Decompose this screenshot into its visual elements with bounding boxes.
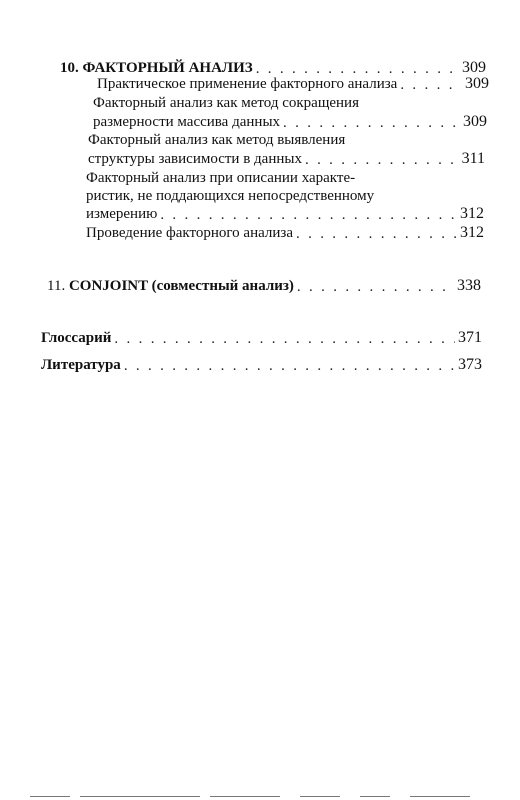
toc-item-10-4-page: 312 — [460, 205, 484, 222]
scan-edge-line — [30, 796, 70, 797]
toc-item-10-3-page: 311 — [461, 150, 485, 167]
toc-leader-dots — [296, 226, 457, 242]
toc-item-10-5-title: Проведение факторного анализа — [86, 225, 293, 241]
toc-chapter-11[interactable] — [47, 277, 481, 295]
toc-item-10-4-line-1[interactable]: Факторный анализ при описании характе- — [86, 170, 356, 186]
toc-leader-dots — [400, 77, 462, 93]
toc-leader-dots — [114, 331, 455, 347]
toc-item-10-4-line-2[interactable]: ристик, не поддающихся непосредственному — [86, 188, 375, 204]
toc-item-10-5-page: 312 — [460, 224, 484, 241]
toc-item-10-1-page: 309 — [465, 75, 489, 92]
toc-glossary-title: Глоссарий — [41, 330, 112, 346]
toc-glossary-page: 371 — [458, 329, 482, 346]
toc-chapter-10-page: 309 — [462, 59, 486, 76]
toc-item-10-2-line-2: размерности массива данных — [93, 114, 281, 130]
toc-literature-page: 373 — [458, 356, 482, 373]
toc-chapter-10-title: ФАКТОРНЫЙ АНАЛИЗ — [82, 60, 253, 76]
toc-item-10-1[interactable] — [97, 75, 489, 93]
toc-item-10-5[interactable] — [86, 224, 484, 242]
toc-item-10-2[interactable] — [93, 113, 487, 131]
toc-leader-dots — [283, 115, 460, 131]
scan-edge-line — [410, 796, 470, 797]
toc-item-10-3[interactable] — [88, 150, 485, 168]
toc-item-10-3-line-2: структуры зависимости в данных — [88, 151, 302, 167]
toc-item-10-4-line-3: измерению — [86, 206, 158, 222]
toc-leader-dots — [305, 152, 459, 168]
toc-chapter-11-number: 11. — [47, 278, 66, 294]
toc-literature[interactable] — [41, 356, 482, 374]
scan-edge-line — [360, 796, 390, 797]
scan-edge-line — [210, 796, 280, 797]
toc-leader-dots — [124, 358, 455, 374]
toc-item-10-3-line-1[interactable]: Факторный анализ как метод выявления — [88, 132, 346, 148]
toc-chapter-11-label — [47, 277, 294, 295]
toc-chapter-11-page: 338 — [457, 277, 481, 294]
toc-item-10-2-line-1[interactable]: Факторный анализ как метод сокращения — [93, 95, 359, 111]
toc-glossary[interactable] — [41, 329, 482, 347]
toc-item-10-2-page: 309 — [463, 113, 487, 130]
toc-chapter-10-number: 10. — [60, 60, 79, 76]
toc-leader-dots — [160, 207, 457, 223]
scan-edge-line — [80, 796, 200, 797]
toc-literature-title: Литература — [41, 357, 121, 373]
toc-item-10-4[interactable] — [86, 205, 484, 223]
toc-leader-dots — [297, 279, 454, 295]
toc-item-10-1-title: Практическое применение факторного анализа — [97, 76, 398, 92]
toc-chapter-11-title: CONJOINT (совместный анализ) — [68, 278, 294, 294]
scan-edge-line — [300, 796, 340, 797]
